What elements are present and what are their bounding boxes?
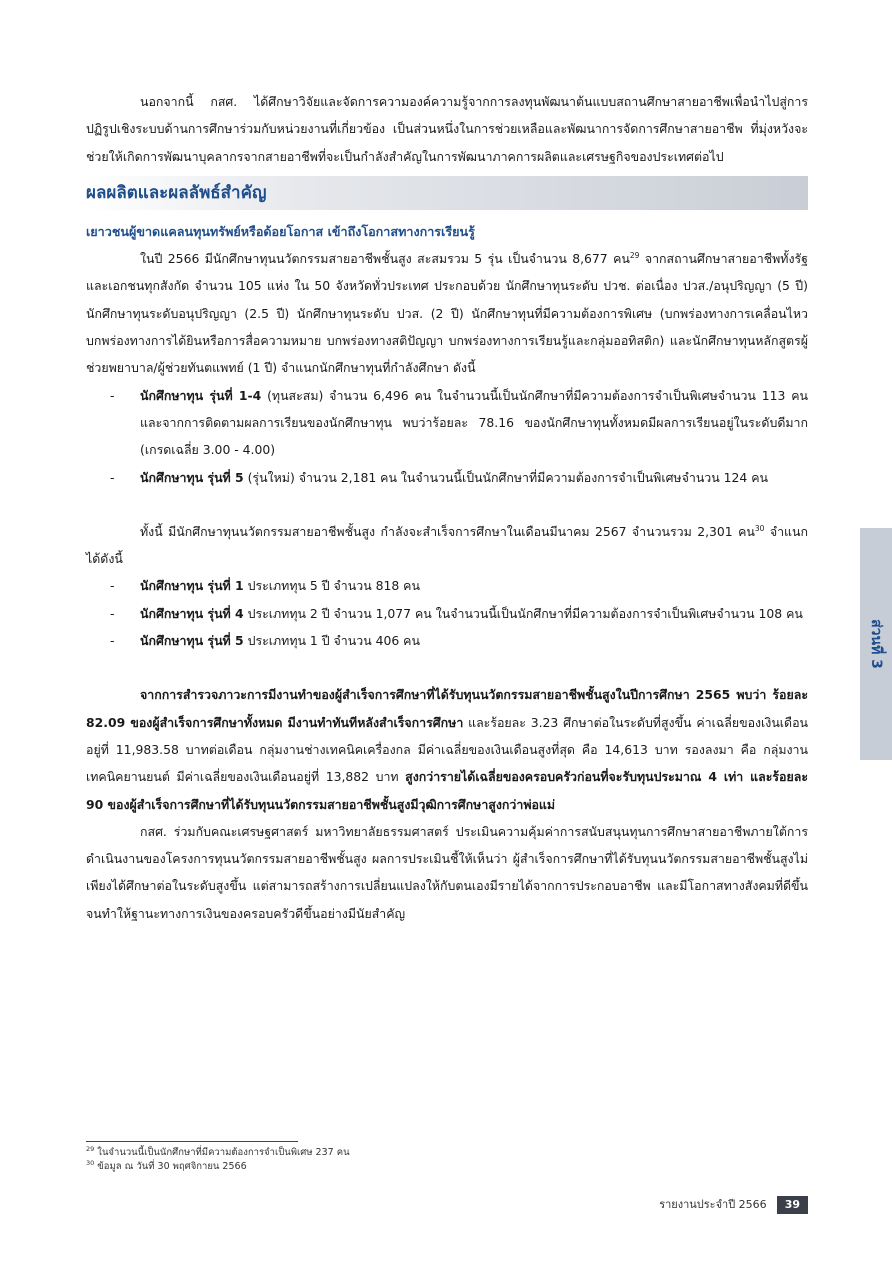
footnote-number: 30 [86,1158,95,1167]
dash-bullet: - [110,387,115,403]
spacer [86,491,808,518]
list-item-bold: นักศึกษาทุน รุ่นที่ 4 [140,605,244,621]
list-item [86,572,808,599]
list-item-bold: นักศึกษาทุน รุ่นที่ 5 [140,469,244,485]
list-item-text: (ทุนสะสม) จำนวน 6,496 คน ในจำนวนนี้เป็นนักศึกษาที่มีความต้องการจำเป็นพิเศษจำนวน 113 คน และจากการติดตามผลการเรียนของนักศึกษาทุน พบว่าร้อยละ 78.16 ของนักศึกษาทุนทั้งหมดมีผลการเรียนอยู่ในระดับดีมาก (เกรดเฉลี่ย 3.00 - 4.00) [140,387,808,458]
paragraph-1-text-b: จากสถานศึกษาสายอาชีพทั้งรัฐและเอกชนทุกสังกัด จำนวน 105 แห่ง ใน 50 จังหวัดทั่วประเทศ ประกอบด้วย นักศึกษาทุนระดับ ปวช. ต่อเนื่อง ปวส./อนุปริญญา (5 ปี) นักศึกษาทุนระดับอนุปริญญา (2.5 ปี) นักศึกษาทุนระดับ ปวส. (2 ปี) นักศึกษาทุนที่มีความต้องการพิเศษ (บกพร่องทางการเคลื่อนไหว บกพร่องทางการได้ยินหรือการสื่อความหมาย บกพร่องทางสติปัญญา บกพร่องทางการเรียนรู้และกลุ่มออทิสติก) และนักศึกษาทุนหลักสูตรผู้ช่วยพยาบาล/ผู้ช่วยทันตแพทย์ (1 ปี) จำแนกนักศึกษาทุนที่กำลังศึกษา ดังนี้ [86,251,808,376]
page-footer [659,1196,808,1214]
paragraph-3-text-b: และร้อยละ 3.23 ศึกษาต่อในระดับที่สูงขึ้น ค่าเฉลี่ยของเงินเดือนอยู่ที่ 11,983.58 บาทต่อเดือน กลุ่มงานช่างเทคนิคเครื่องกล มีค่าเฉลี่ยของเงินเดือนสูงที่สุด คือ 14,613 บาท รองลงมา คือ กลุ่มงานเทคนิคยานยนต์ มีค่าเฉลี่ยของเงินเดือนอยู่ที่ 13,882 บาท [86,714,809,785]
footnote-number: 29 [86,1144,95,1153]
paragraph-2 [86,518,808,573]
list-item [86,382,808,464]
footnote-divider [86,1141,298,1142]
subheading: เยาวชนผู้ขาดแคลนทุนทรัพย์หรือด้อยโอกาส เข้าถึงโอกาสทางการเรียนรู้ [86,223,475,239]
spacer [86,654,808,681]
paragraph-3 [86,681,808,817]
main-content [86,88,808,927]
footnote-text: ข้อมูล ณ วันที่ 30 พฤศจิกายน 2566 [94,1161,247,1172]
footnote-ref-30: 30 [754,523,765,533]
intro-paragraph: นอกจากนี้ กสศ. ได้ศึกษาวิจัยและจัดการความองค์ความรู้จากการลงทุนพัฒนาต้นแบบสถานศึกษาสายอาชีพเพื่อนำไปสู่การปฏิรูปเชิงระบบด้านการศึกษาร่วมกับหน่วยงานที่เกี่ยวข้อง เป็นส่วนหนึ่งในการช่วยเหลือและพัฒนาการจัดการศึกษาสายอาชีพ ที่มุ่งหวังจะช่วยให้เกิดการพัฒนาบุคลากรจากสายอาชีพที่จะเป็นกำลังสำคัญในการพัฒนาภาคการผลิตและเศรษฐกิจของประเทศต่อไป [86,94,808,164]
report-title: รายงานประจำปี 2566 [659,1198,767,1212]
paragraph-1-text-a: ในปี 2566 มีนักศึกษาทุนนวัตกรรมสายอาชีพชั้นสูง สะสมรวม 5 รุ่น เป็นจำนวน 8,677 คน [140,251,630,267]
section-side-tab[interactable] [860,528,892,760]
section-heading: ผลผลิตและผลลัพธ์สำคัญ [86,176,808,210]
dash-bullet: - [110,633,115,649]
dash-bullet: - [110,469,115,485]
list-item-text: ประเภททุน 1 ปี จำนวน 406 คน [243,633,420,649]
footnote-ref-29: 29 [629,251,640,261]
list-item-bold: นักศึกษาทุน รุ่นที่ 1 [140,578,244,594]
paragraph-2-text-a: ทั้งนี้ มีนักศึกษาทุนนวัตกรรมสายอาชีพชั้นสูง กำลังจะสำเร็จการศึกษาในเดือนมีนาคม 2567 จำนวนรวม 2,301 คน [140,523,755,539]
list-item-bold: นักศึกษาทุน รุ่นที่ 1-4 [140,387,262,403]
paragraph-3-bold-a: จากการสำรวจภาวะการมีงานทำของผู้สำเร็จการศึกษาที่ได้รับทุนนวัตกรรมสายอาชีพชั้นสูงในปีการศึกษา 2565 พบว่า ร้อยละ 82.09 ของผู้สำเร็จการศึกษาทั้งหมด มีงานทำทันทีหลังสำเร็จการศึกษา [86,687,808,730]
footnote-30 [86,1160,808,1174]
paragraph-4: กสศ. ร่วมกับคณะเศรษฐศาสตร์ มหาวิทยาลัยธรรมศาสตร์ ประเมินความคุ้มค่าการสนับสนุนทุนการศึกษาสายอาชีพภายใต้การดำเนินงานของโครงการทุนนวัตกรรมสายอาชีพชั้นสูง ผลการประเมินชี้ให้เห็นว่า ผู้สำเร็จการศึกษาที่ได้รับทุนนวัตกรรมสายอาชีพชั้นสูงไม่เพียงได้ศึกษาต่อในระดับสูงขึ้น แต่สามารถสร้างการเปลี่ยนแปลงให้กับตนเองมีรายได้จากการประกอบอาชีพ และมีโอกาสทางสังคมที่ดีขึ้น จนทำให้ฐานะทางการเงินของครอบครัวดีขึ้นอย่างมีนัยสำคัญ [86,823,808,921]
footnotes [86,1146,808,1174]
page-number: 39 [777,1196,808,1214]
list-item [86,627,808,654]
footnote-text: ในจำนวนนี้เป็นนักศึกษาที่มีความต้องการจำเป็นพิเศษ 237 คน [94,1147,350,1158]
paragraph-2-text-b: จำแนกได้ดังนี้ [86,523,808,567]
scholar-list-1 [86,382,808,491]
list-item-text: ประเภททุน 2 ปี จำนวน 1,077 คน ในจำนวนนี้เป็นนักศึกษาที่มีความต้องการจำเป็นพิเศษจำนวน 108 คน [243,605,803,621]
list-item-text: ประเภททุน 5 ปี จำนวน 818 คน [243,578,420,594]
side-tab-label: ส่วนที่ 3 [868,619,884,669]
scholar-list-2 [86,572,808,654]
list-item-text: (รุ่นใหม่) จำนวน 2,181 คน ในจำนวนนี้เป็นนักศึกษาที่มีความต้องการจำเป็นพิเศษจำนวน 124 คน [243,469,769,485]
dash-bullet: - [110,605,115,621]
footnote-29 [86,1146,808,1160]
paragraph-3-bold-c: สูงกว่ารายได้เฉลี่ยของครอบครัวก่อนที่จะรับทุนประมาณ 4 เท่า และร้อยละ 90 ของผู้สำเร็จการศึกษาที่ได้รับทุนนวัตกรรมสายอาชีพชั้นสูงมีวุฒิการศึกษาสูงกว่าพ่อแม่ [86,769,808,812]
list-item [86,600,808,627]
list-item [86,464,808,491]
dash-bullet: - [110,578,115,594]
list-item-bold: นักศึกษาทุน รุ่นที่ 5 [140,633,244,649]
paragraph-1 [86,245,808,381]
